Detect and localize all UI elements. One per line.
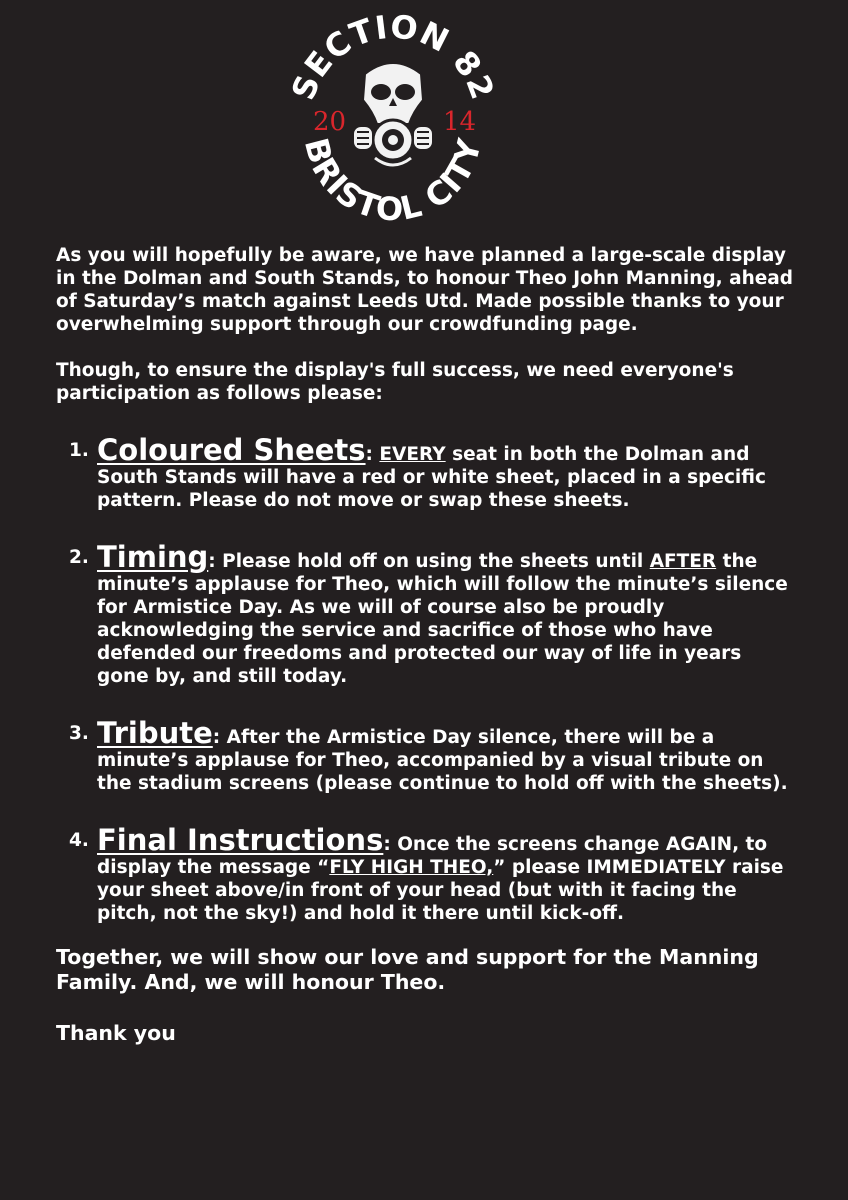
list-item [56,716,796,795]
section-82-logo [283,12,503,222]
closing-paragraph: Together, we will show our love and support for the Manning Family. And, we will honour Theo. [56,945,759,994]
item-colon: : [383,834,391,855]
item-emphasis: AFTER [649,551,717,572]
item-pre: Once the screens change AGAIN, to display the message “ [97,834,768,878]
instruction-list [56,433,796,925]
item-title: Timing [97,540,209,574]
item-title: Coloured Sheets [97,433,366,467]
item-title: Tribute [97,716,213,750]
item-title: Final Instructions [97,823,384,857]
item-colon: : [212,727,221,748]
item-text: the minute’s applause for Theo, which will follow the minute’s silence for Armistice Day. As we will of course also be proudly acknowledging the service and sacrifice of those who have defended our freedoms and protected our way of life in years gone by, and still today. [97,551,788,687]
list-item [56,823,796,925]
item-emphasis: EVERY [379,444,446,465]
intro-paragraph: As you will hopefully be aware, we have planned a large-scale display in the Dolman and South Stands, to honour Theo John Manning, ahead of Saturday’s match against Leeds Utd. Made possible thanks to your overwhelming support through our crowdfunding page. [56,245,794,335]
list-item [56,433,796,512]
letter-body [56,244,796,1046]
item-colon: : [365,444,373,465]
gas-mask-skull-icon [353,63,433,165]
logo-year-left: 20 [313,107,347,137]
logo-year-right: 14 [443,107,477,137]
thank-you-line: Thank you [56,1021,176,1045]
item-pre: Please hold off on using the sheets until [215,551,650,572]
item-colon: : [208,551,216,572]
list-item [56,540,796,688]
logo-top-text: SECTION 82 [284,12,502,105]
item-text: After the Armistice Day silence, there will be a minute’s applause for Theo, accompanied by a visual tribute on the stadium screens (please continue to hold off with the sheets). [97,727,788,794]
item-emphasis: FLY HIGH THEO, [329,857,494,878]
item-number: 4. [69,830,89,851]
item-number: 3. [69,723,89,744]
item-text: ” please IMMEDIATELY raise your sheet above/in front of your head (but with it facing the pitch, not the sky!) and hold it there until kick-off. [97,857,784,924]
logo-badge [283,12,503,222]
item-number: 1. [69,440,89,461]
logo-bottom-text: BRISTOL CITY [296,134,490,222]
item-text: seat in both the Dolman and South Stands will have a red or white sheet, placed in a specific pattern. Please do not move or swap these sheets. [97,444,766,511]
lead-paragraph: Though, to ensure the display's full success, we need everyone's participation as follows please: [56,360,734,404]
item-number: 2. [69,547,89,568]
